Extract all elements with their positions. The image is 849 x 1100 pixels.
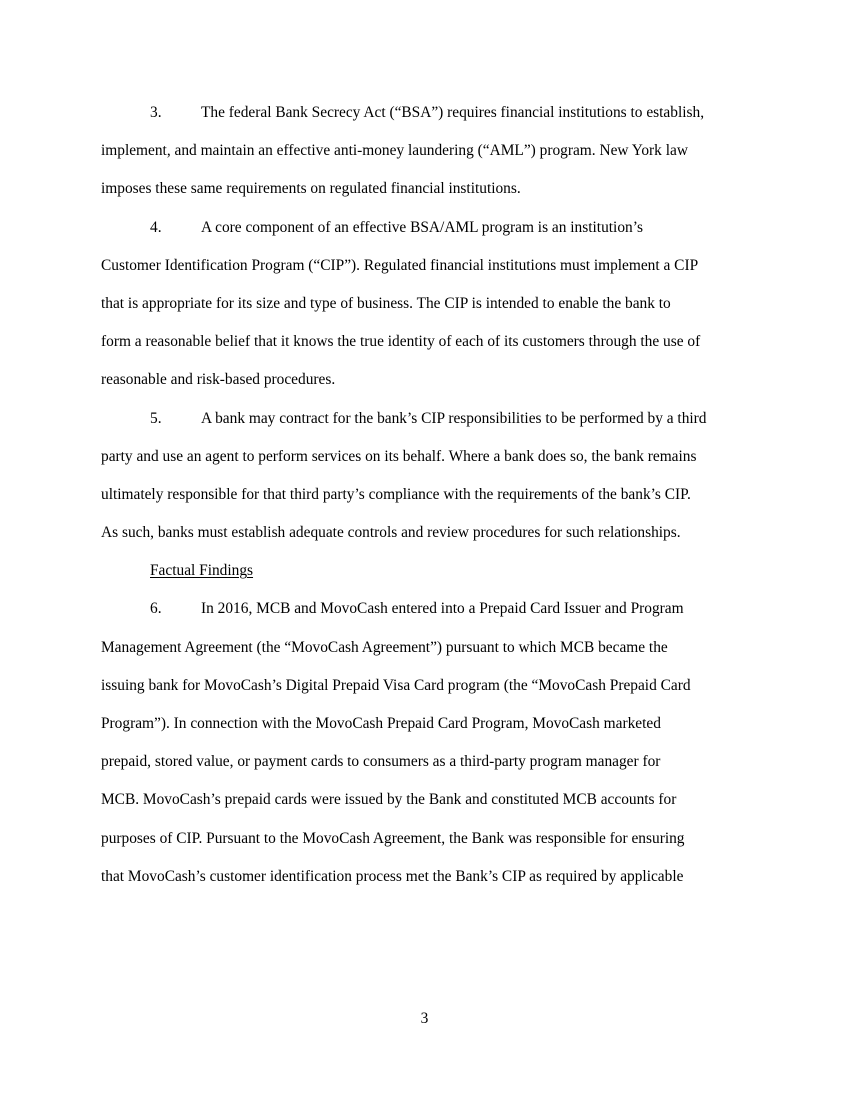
paragraph-number: 5. [150, 409, 162, 427]
paragraph-line: that is appropriate for its size and type of business. The CIP is intended to enable the bank to [101, 294, 671, 312]
document-body [101, 94, 749, 896]
paragraph-line: Program”). In connection with the MovoCash Prepaid Card Program, MovoCash marketed [101, 715, 661, 732]
paragraph-line: MCB. MovoCash’s prepaid cards were issued by the Bank and constituted MCB accounts for [101, 791, 677, 809]
paragraph-line: form a reasonable belief that it knows the true identity of each of its customers through the use of [101, 333, 701, 351]
paragraph-text: In 2016, MCB and MovoCash entered into a Prepaid Card Issuer and Program [201, 600, 684, 618]
paragraph-line: Management Agreement (the “MovoCash Agreement”) pursuant to which MCB became the [101, 638, 668, 656]
paragraph-line: ultimately responsible for that third party’s compliance with the requirements of the bank’s CIP. [101, 485, 691, 503]
paragraph-line: Customer Identification Program (“CIP”). Regulated financial institutions must implement a CIP [101, 256, 699, 274]
paragraph-text: A bank may contract for the bank’s CIP responsibilities to be performed by a third [201, 409, 707, 427]
paragraph-5-first-line [101, 400, 749, 438]
paragraph-number: 3. [150, 104, 162, 121]
paragraph-line: reasonable and risk-based procedures. [101, 371, 336, 389]
paragraph-line: implement, and maintain an effective anti-money laundering (“AML”) program. New York law [101, 142, 688, 160]
section-heading-line [101, 552, 749, 590]
paragraph-number: 6. [150, 600, 162, 618]
paragraph-line: that MovoCash’s customer identification process met the Bank’s CIP as required by applicable [101, 867, 684, 885]
paragraph-line: party and use an agent to perform services on its behalf. Where a bank does so, the bank remains [101, 447, 697, 465]
paragraph-line: issuing bank for MovoCash’s Digital Prepaid Visa Card program (the “MovoCash Prepaid Card [101, 676, 691, 694]
paragraph-number: 4. [150, 218, 162, 236]
paragraph-text: The federal Bank Secrecy Act (“BSA”) requires financial institutions to establish, [201, 104, 705, 121]
paragraph-4-first-line [101, 209, 749, 247]
paragraph-line: prepaid, stored value, or payment cards to consumers as a third-party program manager for [101, 753, 661, 771]
section-heading: Factual Findings [150, 562, 254, 580]
page-number: 3 [420, 1010, 429, 1027]
paragraph-3-first-line [101, 94, 749, 132]
paragraph-line: imposes these same requirements on regulated financial institutions. [101, 180, 521, 198]
paragraph-line: As such, banks must establish adequate controls and review procedures for such relationships. [101, 524, 681, 542]
paragraph-6-first-line [101, 590, 749, 628]
paragraph-line: purposes of CIP. Pursuant to the MovoCash Agreement, the Bank was responsible for ensuring [101, 829, 685, 847]
paragraph-text: A core component of an effective BSA/AML program is an institution’s [201, 218, 643, 236]
